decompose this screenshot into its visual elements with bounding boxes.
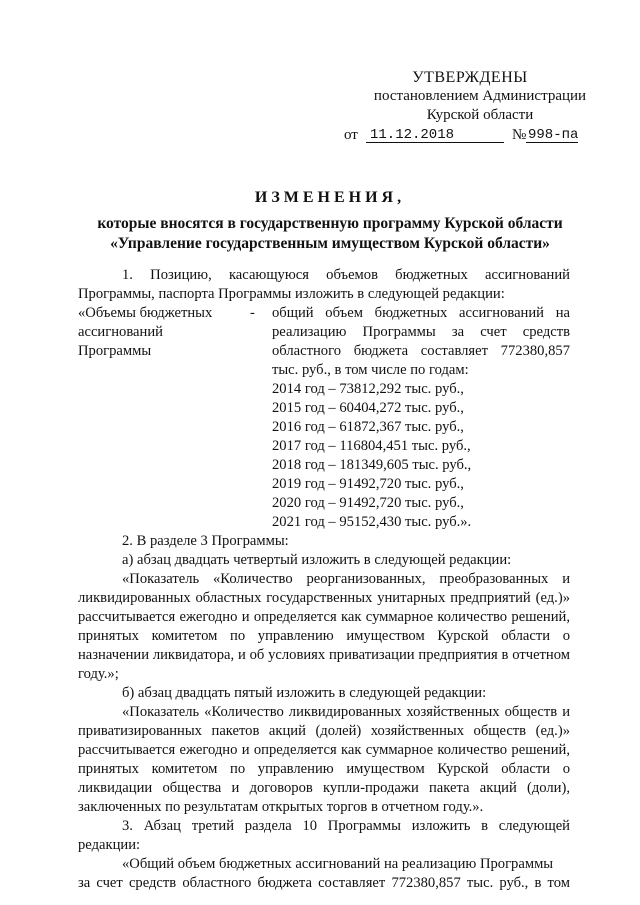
number-underline xyxy=(526,142,578,143)
item-3-quote-line: «Общий объем бюджетных ассигнований на реализацию Программы xyxy=(122,856,554,872)
approval-title: УТВЕРЖДЕНЫ xyxy=(412,69,528,86)
item-2-title: 2. В разделе 3 Программы: xyxy=(122,533,289,549)
document-body xyxy=(78,266,570,893)
item-1-text: 1. Позицию, касающуюся объемов бюджетных ассигнований Программы, паспорта Программы изложить в следующей редакции: xyxy=(78,267,570,302)
approval-line-1: постановлением Администрации xyxy=(373,88,587,104)
approval-signature-line xyxy=(340,126,620,145)
approval-block xyxy=(340,68,620,145)
heading-subtitle-2: «Управление государственным имуществом Курской области» xyxy=(110,235,550,252)
year-item: 2015 год – 60404,272 тыс. руб., xyxy=(272,400,464,416)
item-3-last-line: за счет средств областного бюджета составляет 772380,857 тыс. руб., в том xyxy=(78,875,570,891)
date-underline xyxy=(366,142,504,143)
year-item: 2019 год – 91492,720 тыс. руб., xyxy=(272,476,464,492)
passport-left-line: ассигнований xyxy=(78,324,163,340)
item-2a-title: а) абзац двадцать четвертый изложить в следующей редакции: xyxy=(122,552,512,568)
year-item: 2016 год – 61872,367 тыс. руб., xyxy=(272,419,464,435)
item-2a-text: «Показатель «Количество реорганизованных, преобразованных и ликвидированных областных государственных унитарных предприятий (ед.)» рассчитывается ежегодно и определяется как суммарное количество решений, принятых комитетом по управлению имуществом Курской области о назначении ликвидатора, и об условиях приватизации предприятия в отчетном году.»; xyxy=(78,571,570,682)
year-item: 2020 год – 91492,720 тыс. руб., xyxy=(272,495,464,511)
passport-dash: - xyxy=(250,305,255,321)
item-2b-text: «Показатель «Количество ликвидированных хозяйственных обществ и приватизированных пакетов акций (долей) хозяйственных обществ (ед.)» рассчитывается ежегодно и определяется как суммарное количество решений, принятых комитетом по управлению имуществом Курской области о ликвидации общества и договоров купли-продажи пакета акций (доли), заключенных по результатам открытых торгов в отчетном году.». xyxy=(78,704,570,815)
heading-main: ИЗМЕНЕНИЯ, xyxy=(254,189,406,206)
passport-left-line: Программы xyxy=(78,343,152,359)
passport-left-column xyxy=(78,304,250,532)
heading-subtitle-1: которые вносятся в государственную программу Курской области xyxy=(97,215,563,232)
passport-right-column xyxy=(272,304,570,532)
passport-position xyxy=(78,304,570,532)
number-label: № xyxy=(512,127,527,143)
passport-left-line: «Объемы бюджетных xyxy=(78,305,213,321)
passport-total-text: общий объем бюджетных ассигнований на реализацию Программы за счет средств областного бюджета составляет 772380,857 тыс. руб., в том числе по годам: xyxy=(272,305,570,378)
year-item: 2021 год – 95152,430 тыс. руб.». xyxy=(272,514,472,530)
approval-line-2: Курской области xyxy=(426,107,534,123)
approval-date: 11.12.2018 xyxy=(370,127,455,143)
item-2b-title: б) абзац двадцать пятый изложить в следующей редакции: xyxy=(122,685,487,701)
year-item: 2017 год – 116804,451 тыс. руб., xyxy=(272,438,471,454)
document-heading xyxy=(70,188,590,254)
item-3-text: 3. Абзац третий раздела 10 Программы изложить в следующей редакции: xyxy=(78,818,570,853)
year-item: 2014 год – 73812,292 тыс. руб., xyxy=(272,381,464,397)
years-list xyxy=(272,380,570,532)
year-item: 2018 год – 181349,605 тыс. руб., xyxy=(272,457,472,473)
from-label: от xyxy=(344,127,358,143)
approval-number: 998-па xyxy=(528,127,579,143)
